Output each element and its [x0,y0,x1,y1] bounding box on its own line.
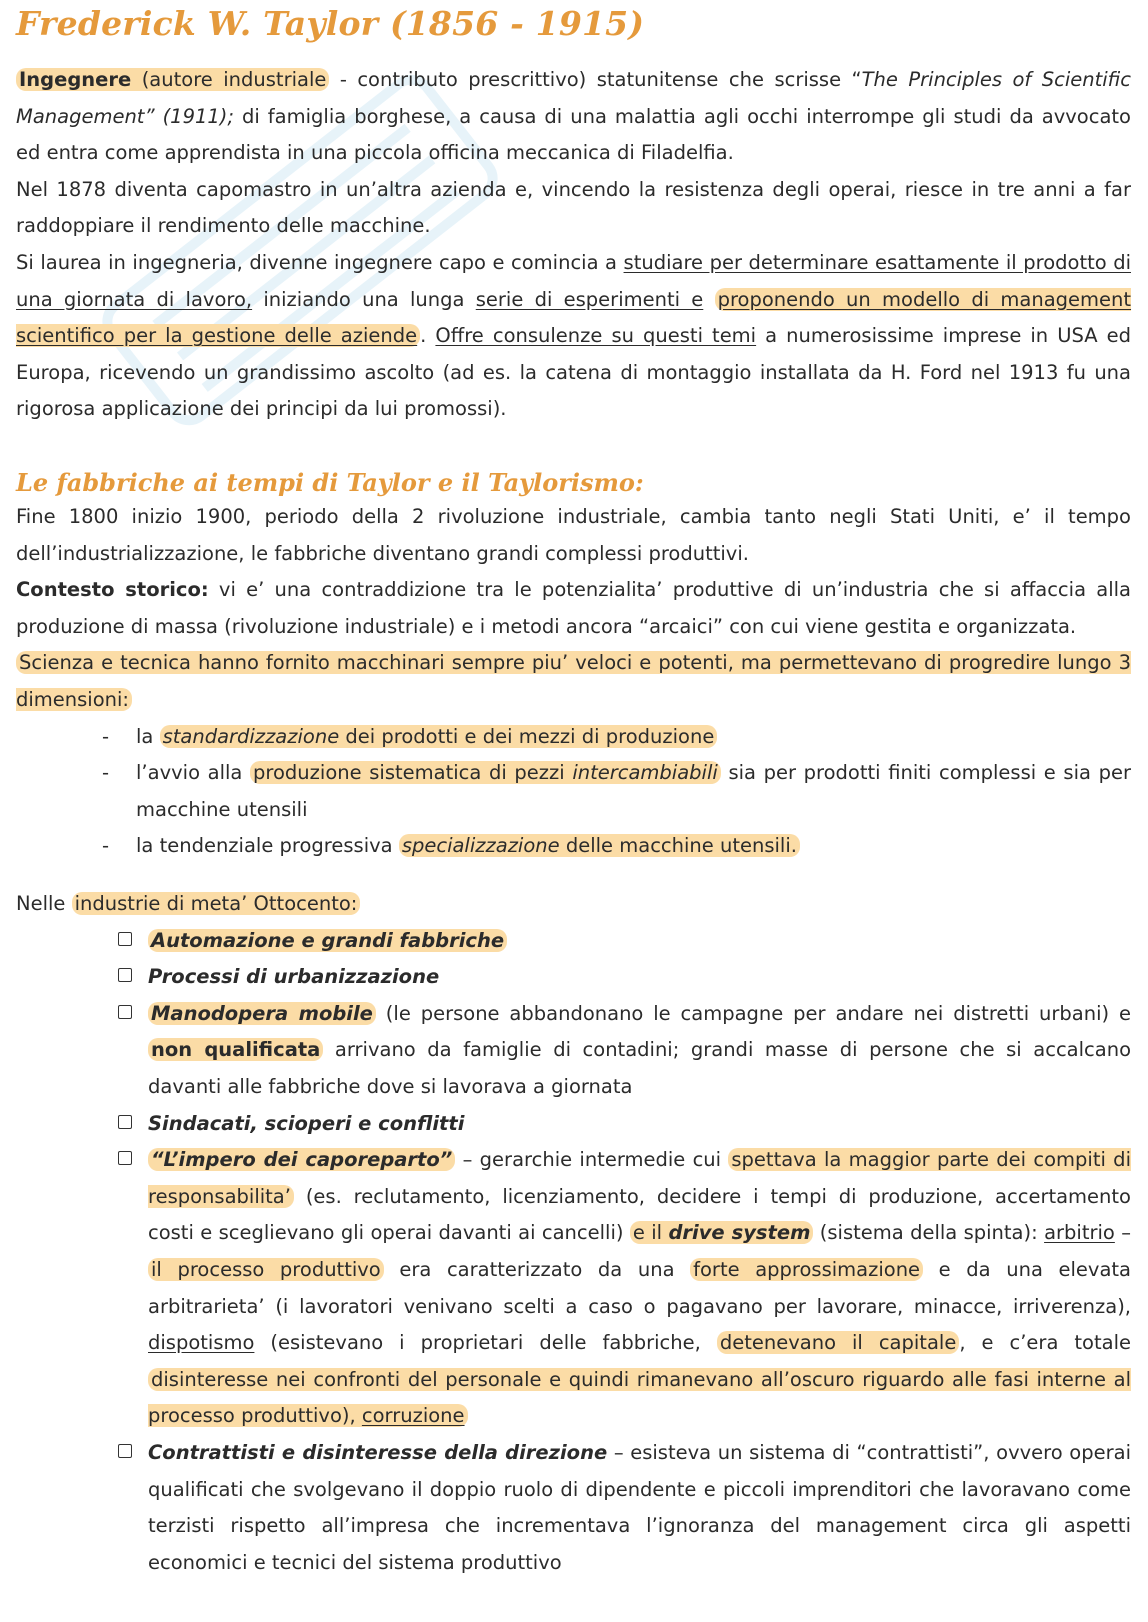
checkbox-icon [118,1444,132,1458]
list-item: Automazione e grandi fabbriche [16,923,1131,960]
section2-paragraph-1: Fine 1800 inizio 1900, periodo della 2 rivoluzione industriale, cambia tanto negli Stati Uniti, e’ il tempo dell’industrializzazione, le fabbriche diventano grandi complessi produttivi. [16,505,1131,565]
checkbox-icon [118,932,132,946]
section-ottocento [16,886,1131,1581]
section-heading-taylorismo: Le fabbriche ai tempi di Taylor e il Taylorismo: [16,468,644,497]
list-item: - la tendenziale progressiva specializzazione delle macchine utensili. [16,828,1131,865]
checkbox-icon [118,1151,132,1165]
intro-paragraph-3: Si laurea in ingegneria, divenne ingegnere capo e comincia a studiare per determinare esattamente il prodotto di una giornata di lavoro, iniziando una lunga serie di esperimenti e proponendo un modello di management scientifico per la gestione delle aziende . Offre consulenze su questi temi a numerosissime imprese in USA ed Europa, ricevendo un grandissimo ascolto (ad es. la catena di montaggio installata da H. Ford nel 1913 fu una rigorosa applicazione dei principi da lui promossi). [16,250,1132,421]
list-item: - la standardizzazione dei prodotti e dei mezzi di produzione [16,719,1131,756]
dimensions-list [16,719,1131,865]
list-item: - l’avvio alla produzione sistematica di pezzi intercambiabili sia per prodotti finiti complessi e sia per macchine utensili [102,761,1131,821]
page-title: Frederick W. Taylor (1856 - 1915) [16,4,645,43]
list-item: Manodopera mobile (le persone abbandonano le campagne per andare nei distretti urbani) e non qualificata arrivano da famiglie di contadini; grandi masse di persone che si accalcano davanti alle fabbriche dove si lavorava a giornata [16,996,1131,1106]
section2-paragraph-3 [16,645,1131,718]
highlight-scienza-tecnica: Scienza e tecnica hanno fornito macchinari sempre piu’ veloci e potenti, ma permettevano di progredire lungo 3 dimensioni: [16,651,1131,711]
checkbox-icon [118,1115,132,1129]
features-checklist [16,923,1131,1582]
list-item: Sindacati, scioperi e conflitti [16,1106,1131,1143]
list-item: Contrattisti e disinteresse della direzione – esisteva un sistema di “contrattisti”, ovvero operai qualificati che svolgevano il doppio ruolo di dipendente e piccoli imprenditori che lavoravano come terzisti rispetto all’impresa che incrementava l’ignoranza del management circa gli aspetti economici e tecnici del sistema produttivo [16,1435,1131,1581]
checkbox-icon [118,968,132,982]
section3-intro: Nelle industrie di meta’ Ottocento: [16,886,1131,923]
checkbox-icon [118,1005,132,1019]
intro-section [16,62,1131,428]
intro-paragraph-2: Nel 1878 diventa capomastro in un’altra azienda e, vincendo la resistenza degli operai, riesce in tre anni a far raddoppiare il rendimento delle macchine. [16,177,1131,238]
section2-paragraph-2: Contesto storico: vi e’ una contraddizione tra le potenzialita’ produttive di un’industria che si affaccia alla produzione di massa (rivoluzione industriale) e i metodi ancora “arcaici” con cui viene gestita e organizzata. [16,578,1131,638]
list-item: “L’impero dei caporeparto” – gerarchie intermedie cui spettava la maggior parte dei compiti di responsabilita’ (es. reclutamento, licenziamento, decidere i tempi di produzione, accertamento costi e sceglievano gli operai davanti ai cancelli) e il drive system (sistema della spinta): arbitrio – il processo produttivo era caratterizzato da una forte approssimazione e da una elevata arbitrarieta’ (i lavoratori venivano scelti a caso o pagavano per lavorare, minacce, irriverenza), dispotismo (esistevano i proprietari delle fabbriche, detenevano il capitale , e c’era totale disinteresse nei confronti del personale e quindi rimanevano all’oscuro riguardo alle fasi interne al processo produttivo), corruzione [16,1142,1131,1435]
highlight-ingegnere: Ingegnere (autore industriale [16,68,329,91]
highlight-management-scientifico: proponendo un modello di management scientifico per la gestione delle aziende [16,287,1132,348]
section-fabbriche [16,499,1131,865]
list-item: Processi di urbanizzazione [16,959,1131,996]
intro-paragraph-1: Ingegnere (autore industriale - contributo prescrittivo) statunitense che scrisse “The Principles of Scientific Management” (1911); di famiglia borghese, a causa di una malattia agli occhi interrompe gli studi da avvocato ed entra come apprendista in una piccola officina meccanica di Filadelfia. [16,68,1131,165]
